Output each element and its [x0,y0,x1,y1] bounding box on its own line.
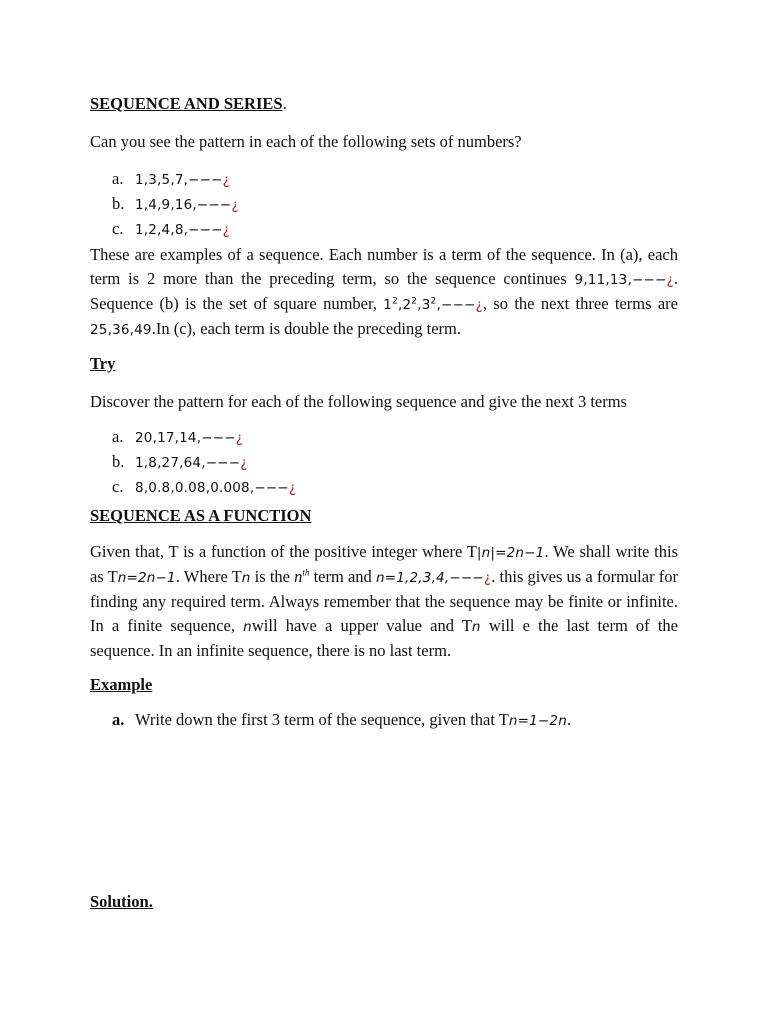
missing-glyph: ¿ [222,172,231,188]
title-line [90,92,678,116]
math-inline: |n|=2n−1 [476,545,545,561]
solution-heading: Solution. [90,892,153,911]
missing-glyph: ¿ [240,455,248,471]
example-sequence-list [112,166,672,241]
missing-glyph: ¿ [222,222,231,238]
explanation-paragraph: These are examples of a sequence. Each number is a term of the sequence. In (a), each term is 2 more than the preceding term, so the sequence continues 9,11,13,−−−¿. Sequence (b) is the set of square number, $1^2,2^2,3^2,---¿$, so the next three terms are 25,36,49.In (c), each term is double the preceding term. [90,245,678,338]
example-heading: Example [90,675,153,694]
item-label: a. [112,427,124,446]
missing-glyph: ¿ [483,570,492,586]
sequence-text: 1,3,5,7,−−− [135,172,223,188]
sequence-text: 1,8,27,64,−−− [135,455,241,471]
item-label: b. [112,452,125,471]
math-inline: n [243,619,252,635]
math-inline: 9,11,13,−−− [574,272,667,288]
sequence-text: 20,17,14,−−− [135,430,236,446]
missing-glyph: ¿ [666,272,674,288]
sequence-text: 8,0.8,0.08,0.008,−−− [135,480,289,496]
math-inline: n=1,2,3,4,−−− [375,570,484,586]
math-inline: 25,36,49 [90,322,152,338]
function-heading: SEQUENCE AS A FUNCTION [90,506,312,525]
item-label: a. [112,710,125,729]
missing-glyph: ¿ [475,297,483,313]
math-inline: n=2n−1 [117,570,176,586]
missing-glyph: ¿ [288,480,297,496]
math-inline: $1^2,2^2,3^2,---$ [383,296,476,313]
missing-glyph: ¿ [231,197,239,213]
math-inline: n [471,619,481,635]
item-label: c. [112,219,124,238]
list-item [112,424,672,449]
list-item [112,166,672,191]
try-heading: Try [90,354,116,373]
item-label: b. [112,194,125,213]
item-label: c. [112,477,124,496]
math-inline: n [241,570,251,586]
list-item [112,216,672,241]
missing-glyph: ¿ [235,430,244,446]
list-item [112,191,672,216]
example-item: a. Write down the first 3 term of the sequence, given that Tn=1−2n. [112,708,672,733]
math-inline: $n^{th}$ [294,567,310,586]
document-title: SEQUENCE AND SERIES [90,94,283,113]
sequence-text: 1,4,9,16,−−− [135,197,232,213]
function-paragraph: Given that, T is a function of the positive integer where T|n|=2n−1. We shall write this as Tn=2n−1. Where Tn is the $n^{th}$ term and n=1,2,3,4,−−−¿. this gives us a formular for finding any required term. Always remember that the sequence may be finite or infinite. In a finite sequence, nwill have a upper value and Tn will e the last term of the sequence. In an infinite sequence, there is no last term. [90,542,678,660]
list-item [112,449,672,474]
title-period: . [282,94,287,113]
sequence-text: 1,2,4,8,−−− [135,222,223,238]
math-inline: n=1−2n [508,713,567,729]
try-sequence-list [112,424,672,499]
list-item [112,474,672,499]
item-label: a. [112,169,124,188]
intro-question: Can you see the pattern in each of the following sets of numbers? [90,132,522,151]
try-prompt: Discover the pattern for each of the following sequence and give the next 3 terms [90,392,627,411]
